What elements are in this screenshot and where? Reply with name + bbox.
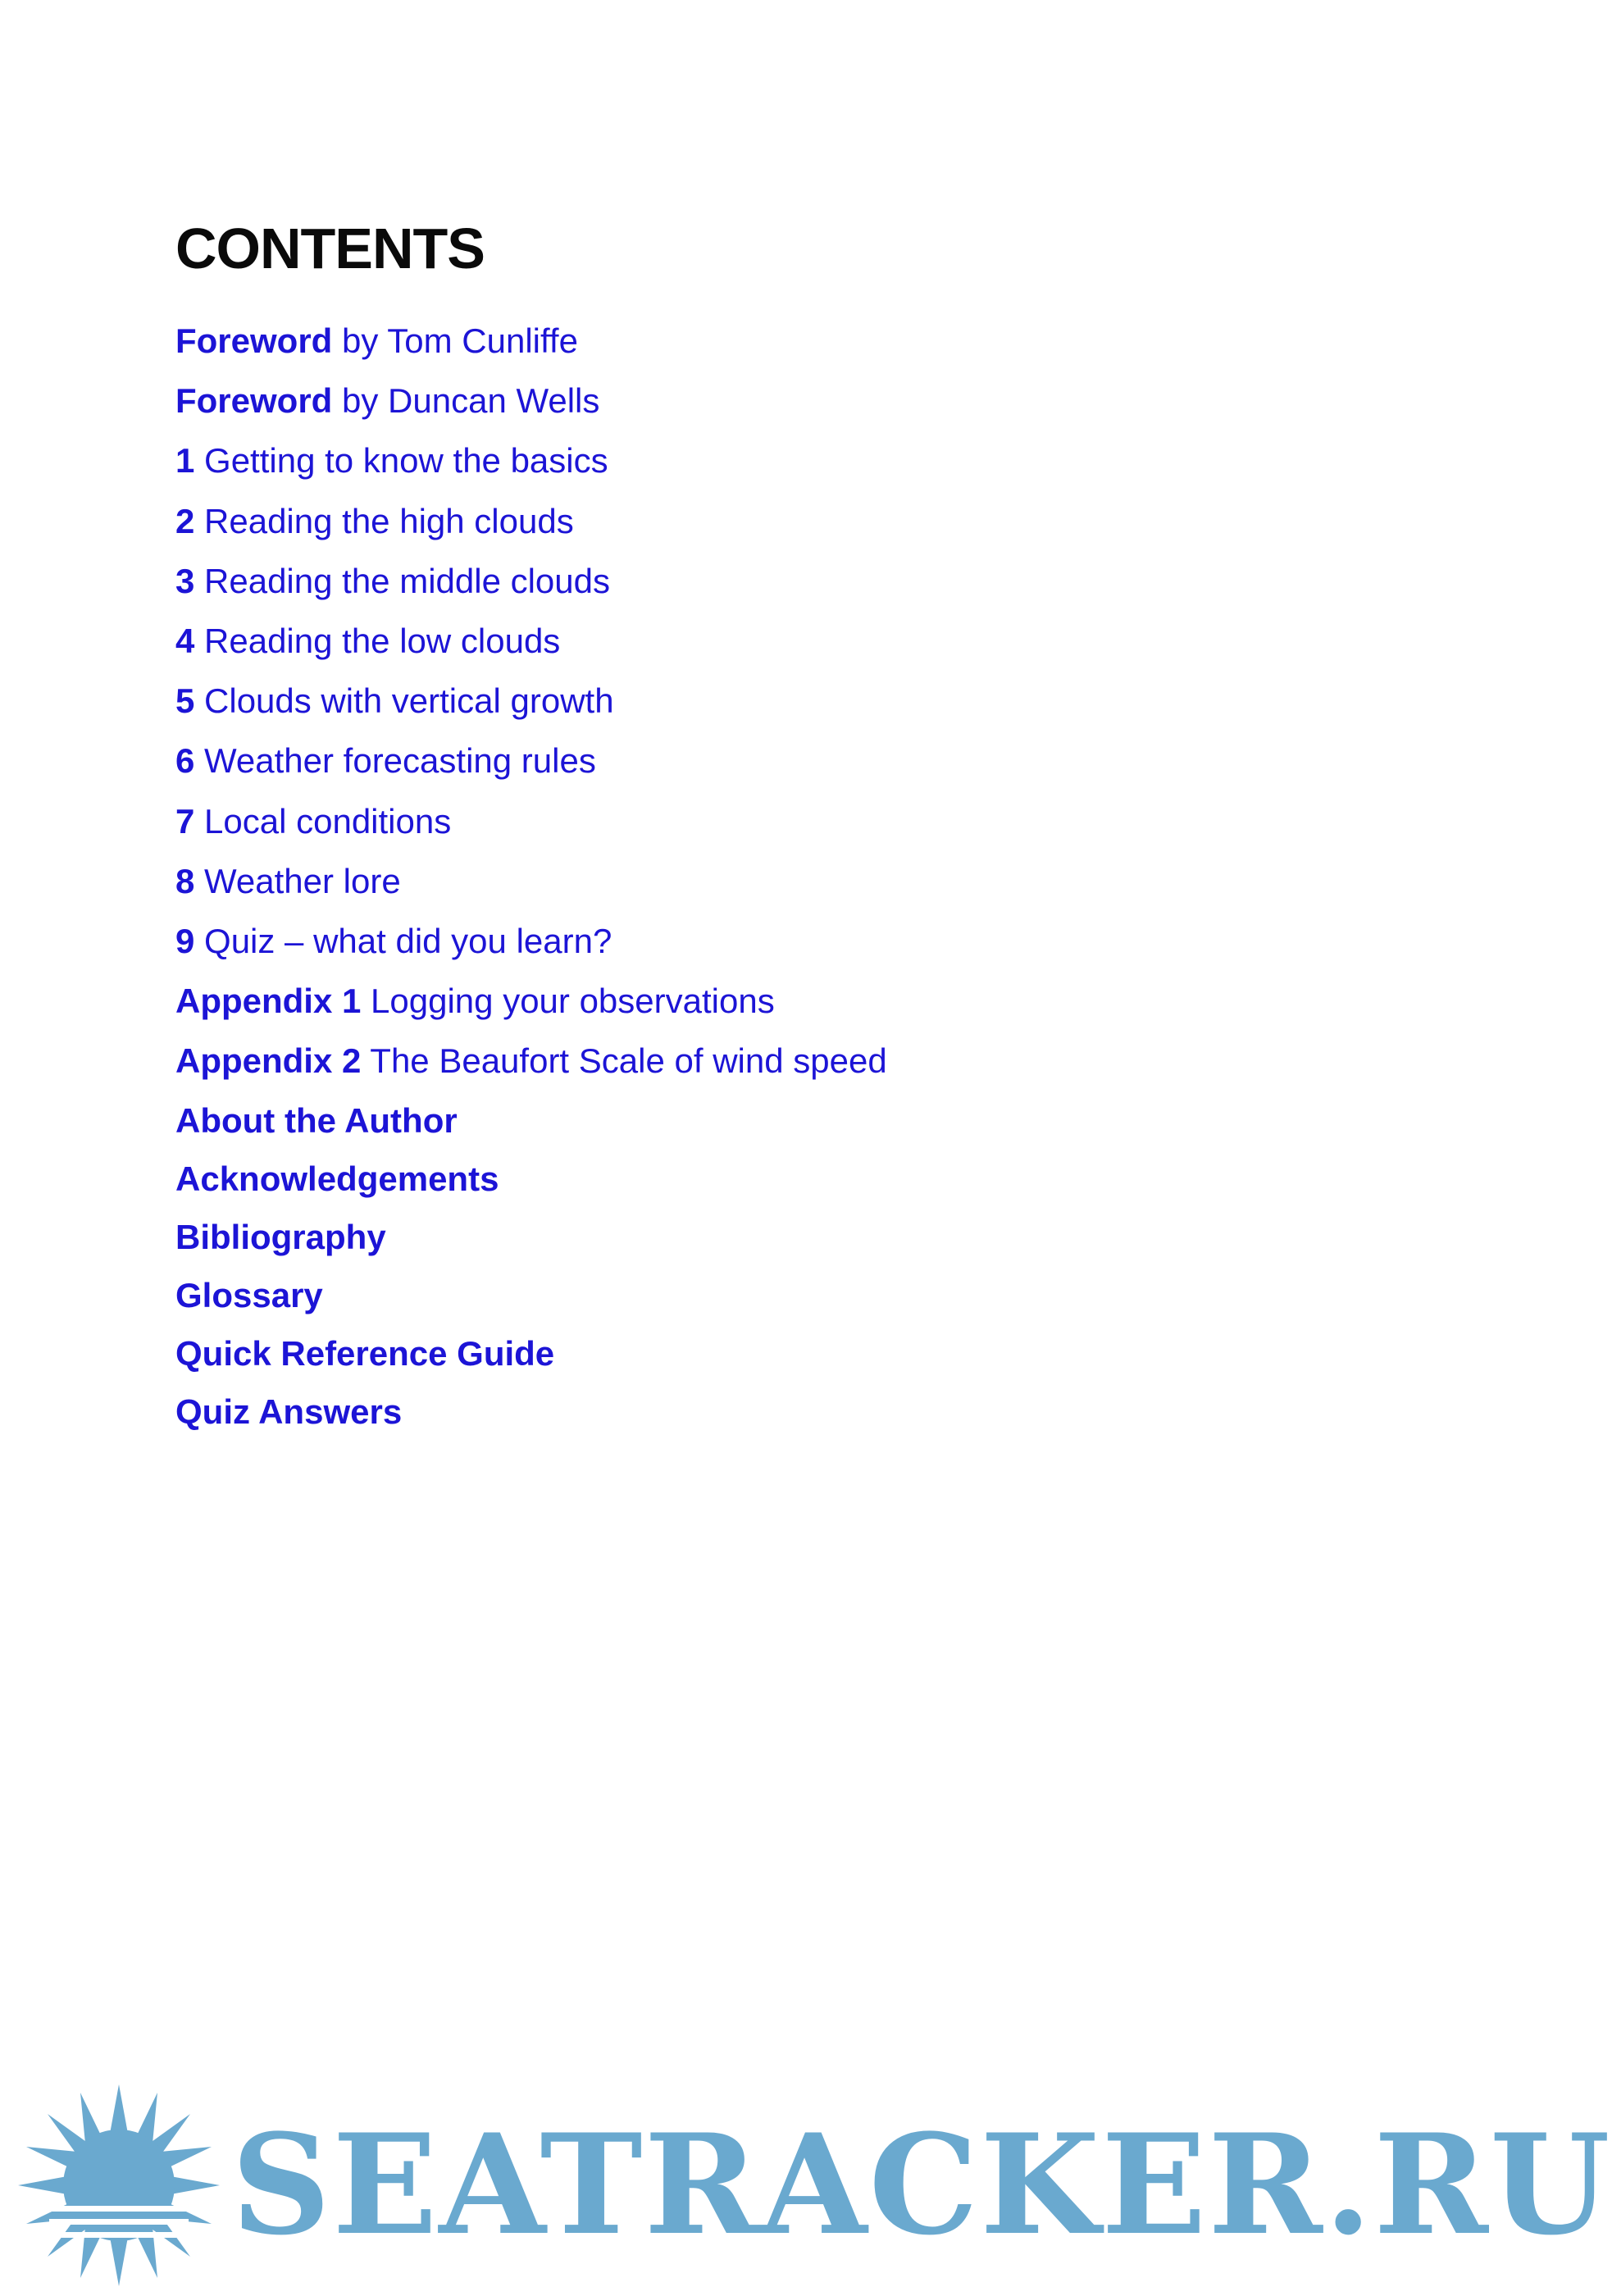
toc-item-chapter-7[interactable] [175,799,887,859]
toc-item-lead: Glossary [175,1276,323,1315]
toc-item-rest: Clouds with vertical growth [194,681,614,721]
toc-item-bibliography[interactable] [175,1214,887,1273]
sun-icon [16,2083,221,2288]
toc-item-chapter-2[interactable] [175,499,887,558]
toc-item-appendix-2[interactable] [175,1038,887,1098]
toc-item-rest: Quiz – what did you learn? [194,921,612,960]
toc-item-lead: About the Author [175,1101,458,1141]
toc-item-lead: Foreword [175,321,333,360]
toc-item-chapter-6[interactable] [175,738,887,798]
toc-item-lead: Quick Reference Guide [175,1334,555,1374]
toc-item-lead: 4 [175,621,195,660]
toc-item-lead: 5 [175,681,195,721]
page-title: CONTENTS [175,216,485,280]
toc-item-foreword-cunliffe[interactable] [175,318,887,378]
toc-item-rest: Reading the low clouds [194,621,561,660]
toc-item-rest: Getting to know the basics [194,441,608,481]
toc-item-chapter-9[interactable] [175,918,887,978]
toc-item-lead: Bibliography [175,1218,386,1257]
toc-item-rest: by Duncan Wells [332,381,600,421]
toc-item-lead: 2 [175,501,195,540]
toc-item-glossary[interactable] [175,1273,887,1331]
watermark-brand-text: SEATRACKER.RU [231,2103,1612,2266]
toc-item-lead: Acknowledgements [175,1159,499,1199]
watermark [16,2083,1612,2288]
table-of-contents [175,318,887,1447]
toc-item-chapter-1[interactable] [175,438,887,498]
toc-item-acknowledgements[interactable] [175,1156,887,1214]
toc-item-foreword-wells[interactable] [175,378,887,438]
toc-item-rest: Reading the high clouds [194,501,574,540]
toc-item-lead: 3 [175,561,195,600]
toc-item-quiz-answers[interactable] [175,1389,887,1447]
toc-item-rest: Weather forecasting rules [194,741,596,781]
toc-item-rest: by Tom Cunliffe [332,321,578,360]
toc-item-chapter-8[interactable] [175,859,887,918]
toc-item-chapter-5[interactable] [175,678,887,738]
toc-item-lead: 1 [175,441,195,481]
toc-item-rest: Reading the middle clouds [194,561,611,600]
toc-item-appendix-1[interactable] [175,978,887,1038]
toc-item-chapter-3[interactable] [175,558,887,618]
toc-item-lead: 7 [175,801,195,840]
toc-item-rest: The Beaufort Scale of wind speed [361,1041,887,1081]
toc-item-chapter-4[interactable] [175,618,887,678]
toc-item-rest: Local conditions [194,801,452,840]
toc-item-rest: Weather lore [194,861,401,900]
toc-item-lead: 9 [175,921,195,960]
toc-item-lead: Quiz Answers [175,1392,403,1432]
toc-item-lead: Foreword [175,381,333,421]
toc-item-lead: Appendix 1 [175,982,362,1021]
toc-item-about-author[interactable] [175,1098,887,1156]
toc-item-lead: Appendix 2 [175,1041,362,1081]
toc-item-quick-reference-guide[interactable] [175,1331,887,1389]
toc-item-lead: 8 [175,861,195,900]
toc-item-rest: Logging your observations [361,982,775,1021]
toc-item-lead: 6 [175,741,195,781]
